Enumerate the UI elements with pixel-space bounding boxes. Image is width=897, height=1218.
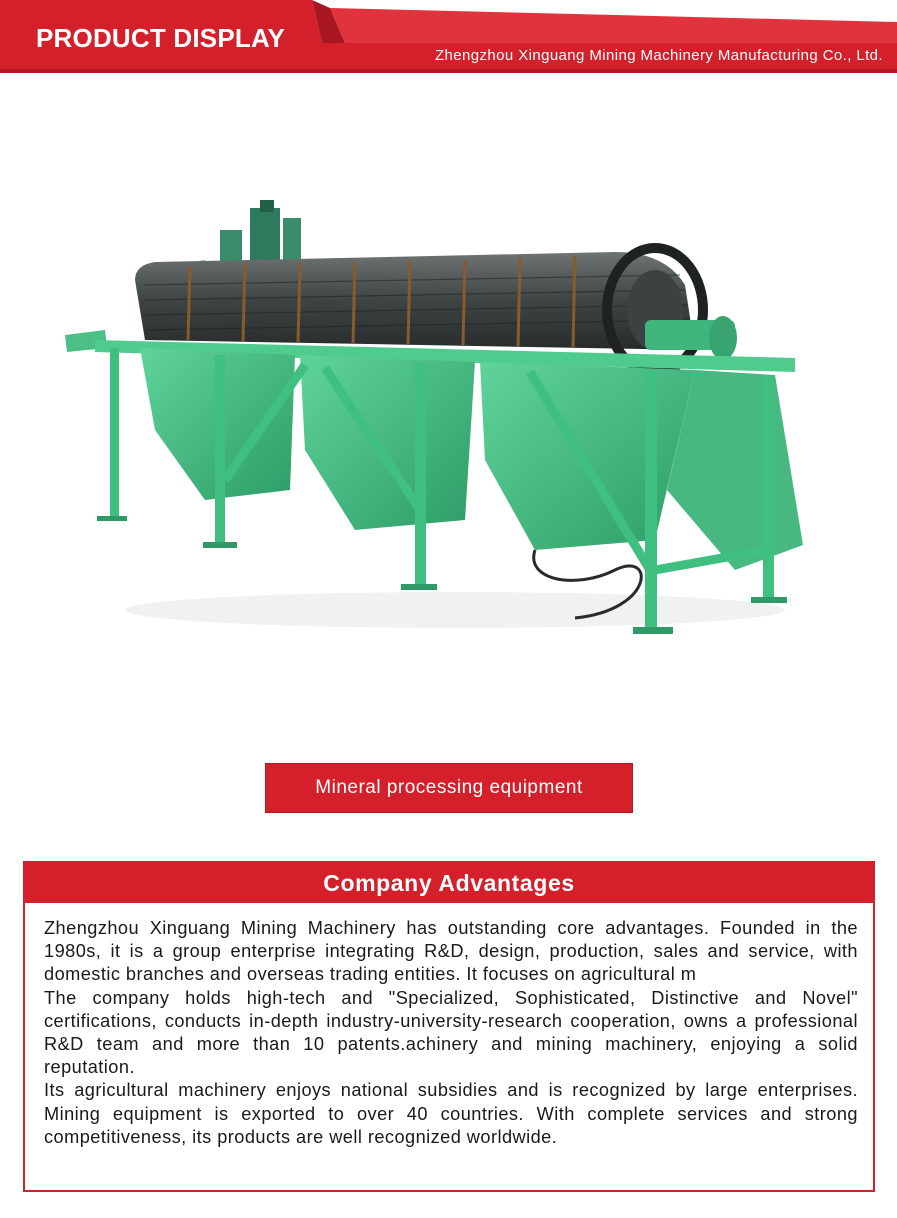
product-caption-text: Mineral processing equipment xyxy=(315,777,583,798)
advantages-paragraph: Its agricultural machinery enjoys national subsidies and is recognized by large enterprises. Mining equipment is exported to over 40 countries. With complete services and strong competitiveness, its products are well recognized worldwide. xyxy=(44,1080,858,1147)
company-name: Zhengzhou Xinguang Mining Machinery Manufacturing Co., Ltd. xyxy=(434,47,883,64)
company-advantages-body xyxy=(25,903,873,1149)
page-title: PRODUCT DISPLAY xyxy=(36,23,286,53)
advantages-paragraph: Zhengzhou Xinguang Mining Machinery has outstanding core advantages. Founded in the 1980s, it is a group enterprise integrating R&D, design, production, sales and service, with domestic branches and overseas trading entities. It focuses on agricultural m xyxy=(44,918,858,985)
company-advantages-panel xyxy=(23,861,875,1192)
product-image xyxy=(55,190,825,650)
product-caption xyxy=(265,763,633,813)
company-advantages-title: Company Advantages xyxy=(323,869,575,896)
rotary-drum-screen-icon xyxy=(55,190,825,650)
company-advantages-header xyxy=(25,863,873,903)
advantages-paragraph: The company holds high-tech and "Specialized, Sophisticated, Distinctive and Novel" certifications, conducts in-depth industry-university-research cooperation, owns a professional R&D team and more than 10 patents.achinery and mining machinery, enjoying a solid reputation. xyxy=(44,987,858,1078)
header-banner xyxy=(0,0,897,75)
